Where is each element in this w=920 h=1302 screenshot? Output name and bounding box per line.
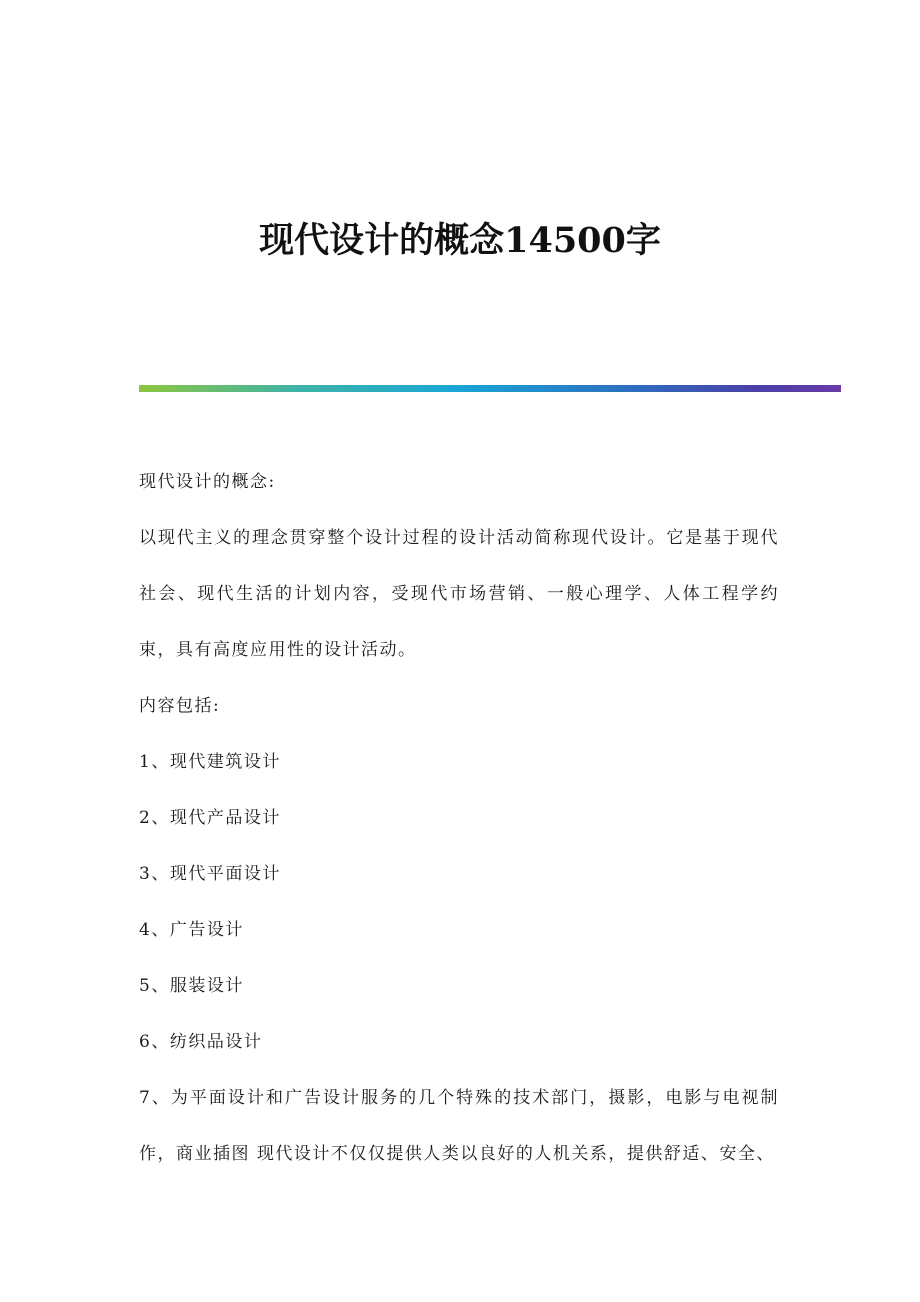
document-body [139,468,779,1196]
contents-label: 内容包括: [139,696,221,716]
list-item: 6、纺织品设计 [139,1032,263,1052]
intro-label: 现代设计的概念: [139,472,276,492]
document-title: 现代设计的概念14500字 [259,220,661,261]
gradient-divider [139,385,841,392]
item-7-paragraph: 7、为平面设计和广告设计服务的几个特殊的技术部门，摄影，电影与电视制作，商业插图 现代设计不仅仅提供人类以良好的人机关系，提供舒适、安全、 [139,1088,779,1164]
list-item: 5、服装设计 [139,976,244,996]
list-item: 4、广告设计 [139,920,244,940]
list-item: 3、现代平面设计 [139,864,281,884]
list-item: 1、现代建筑设计 [139,752,281,772]
definition-paragraph: 以现代主义的理念贯穿整个设计过程的设计活动简称现代设计。它是基于现代社会、现代生活的计划内容，受现代市场营销、一般心理学、人体工程学约束，具有高度应用性的设计活动。 [139,528,779,660]
contents-list [139,748,779,1056]
list-item: 2、现代产品设计 [139,808,281,828]
